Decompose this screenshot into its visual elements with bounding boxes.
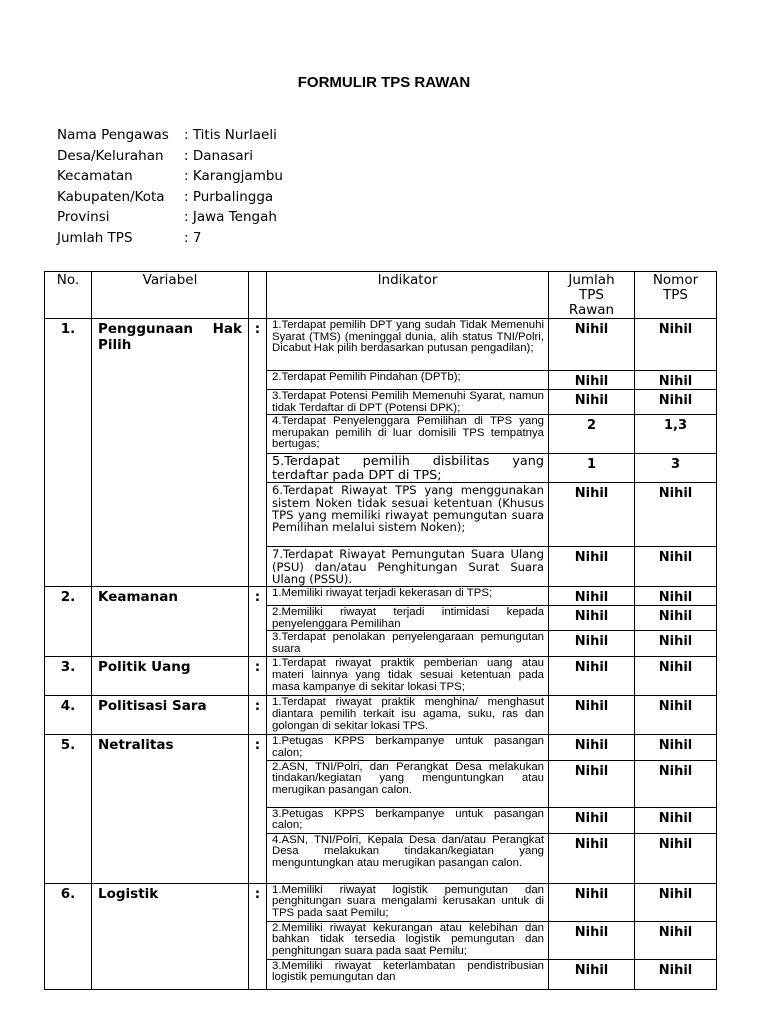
header-no: No.: [45, 272, 92, 319]
nomor-tps-cell: Nihil: [635, 883, 717, 921]
indikator-cell: 5.Terdapat pemilih disbilitas yang terdaftar pada DPT di TPS;: [267, 454, 549, 483]
table-row: [45, 735, 717, 760]
info-row-desa: [57, 148, 283, 169]
jumlah-tps-rawan-cell: Nihil: [549, 587, 635, 606]
info-value: : Danasari: [184, 147, 253, 164]
indikator-cell: 3.Terdapat penolakan penyelengaraan pemungutan suara: [267, 631, 549, 657]
header-nomor-line: Nomor: [652, 272, 699, 288]
group-number: 4.: [45, 696, 92, 735]
info-row-nama-pengawas: [57, 127, 283, 148]
indikator-cell: 1.Terdapat riwayat praktik menghina/ menghasut diantara pemilih terkait isu agama, suku, ras dan golongan di sekitar lokasi TPS.: [267, 696, 549, 735]
group-variabel: Penggunaan Hak Pilih: [92, 319, 249, 587]
jumlah-tps-rawan-cell: Nihil: [549, 696, 635, 735]
indikator-cell: 2.Terdapat Pemilih Pindahan (DPTb);: [267, 371, 549, 390]
jumlah-tps-rawan-cell: Nihil: [549, 760, 635, 807]
info-value: : Purbalingga: [184, 188, 274, 205]
nomor-tps-cell: Nihil: [635, 833, 717, 883]
indikator-cell: 1.Terdapat pemilih DPT yang sudah Tidak Memenuhi Syarat (TMS) (meninggal dunia, alih status TNI/Polri, Dicabut Hak pilih berdasarkan putusan pengadilan);: [267, 319, 549, 371]
table-header-row: [45, 272, 717, 319]
indikator-cell: 6.Terdapat Riwayat TPS yang menggunakan sistem Noken tidak sesuai ketentuan (Khusus TPS yang memiliki riwayat pemungutan suara Pemilihan melalui sistem Noken);: [267, 483, 549, 547]
jumlah-tps-rawan-cell: Nihil: [549, 547, 635, 587]
info-label: Nama Pengawas: [57, 127, 169, 143]
group-colon: :: [249, 657, 267, 696]
table-row: [45, 587, 717, 606]
nomor-tps-cell: Nihil: [635, 735, 717, 760]
jumlah-tps-rawan-cell: Nihil: [549, 483, 635, 547]
group-number: 3.: [45, 657, 92, 696]
jumlah-tps-rawan-cell: Nihil: [549, 883, 635, 921]
indikator-cell: 1.Memiliki riwayat logistik pemungutan dan penghitungan suara mengalami kerusakan untuk di TPS pada saat Pemilu;: [267, 883, 549, 921]
info-label: Desa/Kelurahan: [57, 147, 164, 164]
table-body: [45, 319, 717, 990]
table-row: [45, 883, 717, 921]
info-row-provinsi: [57, 209, 283, 230]
group-number: 5.: [45, 735, 92, 883]
indikator-cell: 2.Memiliki riwayat terjadi intimidasi kepada penyelenggara Pemilihan: [267, 606, 549, 631]
jumlah-tps-rawan-cell: Nihil: [549, 390, 635, 415]
group-colon: :: [249, 319, 267, 587]
form-title: FORMULIR TPS RAWAN: [297, 74, 471, 91]
nomor-tps-cell: Nihil: [635, 587, 717, 606]
tps-rawan-table: [44, 271, 717, 990]
indikator-cell: 2.ASN, TNI/Polri, dan Perangkat Desa melakukan tindakan/kegiatan yang menguntungkan atau merugikan pasangan calon.: [267, 760, 549, 807]
indikator-cell: 7.Terdapat Riwayat Pemungutan Suara Ulang (PSU) dan/atau Penghitungan Surat Suara Ulang (PSSU).: [267, 547, 549, 587]
jumlah-tps-rawan-cell: Nihil: [549, 921, 635, 959]
jumlah-tps-rawan-cell: Nihil: [549, 631, 635, 657]
nomor-tps-cell: Nihil: [635, 921, 717, 959]
group-variabel: Logistik: [92, 883, 249, 989]
info-label: Kecamatan: [57, 168, 133, 184]
info-row-kabupaten: [57, 189, 283, 210]
nomor-tps-cell: Nihil: [635, 959, 717, 989]
nomor-tps-cell: Nihil: [635, 483, 717, 547]
nomor-tps-cell: Nihil: [635, 606, 717, 631]
indikator-cell: 1.Terdapat riwayat praktik pemberian uang atau materi lainnya yang tidak sesuai ketentuan pada masa kampanye di sekitar lokasi TPS;: [267, 657, 549, 696]
info-label: Kabupaten/Kota: [57, 188, 165, 205]
info-section: [57, 127, 283, 250]
group-colon: :: [249, 696, 267, 735]
group-variabel: Politik Uang: [92, 657, 249, 696]
nomor-tps-cell: Nihil: [635, 696, 717, 735]
indikator-cell: 3.Petugas KPPS berkampanye untuk pasangan calon;: [267, 807, 549, 833]
nomor-tps-cell: Nihil: [635, 807, 717, 833]
header-nomor-line: TPS: [663, 287, 688, 303]
jumlah-tps-rawan-cell: Nihil: [549, 807, 635, 833]
table-row: [45, 319, 717, 371]
group-number: 6.: [45, 883, 92, 989]
group-colon: :: [249, 587, 267, 657]
header-jumlah-line: Rawan: [568, 302, 615, 318]
nomor-tps-cell: 1,3: [635, 415, 717, 454]
info-row-kecamatan: [57, 168, 283, 189]
nomor-tps-cell: Nihil: [635, 390, 717, 415]
jumlah-tps-rawan-cell: Nihil: [549, 833, 635, 883]
indikator-cell: 1.Memiliki riwayat terjadi kekerasan di TPS;: [267, 587, 549, 606]
header-jumlah-line: Jumlah: [568, 272, 615, 288]
jumlah-tps-rawan-cell: Nihil: [549, 657, 635, 696]
header-jumlah-line: TPS: [579, 287, 604, 303]
nomor-tps-cell: Nihil: [635, 319, 717, 371]
info-value: : Jawa Tengah: [184, 209, 277, 225]
group-colon: :: [249, 883, 267, 989]
indikator-cell: 3.Memiliki riwayat keterlambatan pendistribusian logistik pemungutan dan: [267, 959, 549, 989]
nomor-tps-cell: Nihil: [635, 371, 717, 390]
info-label: Jumlah TPS: [57, 229, 133, 246]
jumlah-tps-rawan-cell: Nihil: [549, 371, 635, 390]
group-number: 1.: [45, 319, 92, 587]
jumlah-tps-rawan-cell: Nihil: [549, 735, 635, 760]
nomor-tps-cell: Nihil: [635, 547, 717, 587]
group-variabel: Politisasi Sara: [92, 696, 249, 735]
info-value: : 7: [184, 229, 202, 246]
jumlah-tps-rawan-cell: Nihil: [549, 959, 635, 989]
nomor-tps-cell: 3: [635, 454, 717, 483]
jumlah-tps-rawan-cell: Nihil: [549, 319, 635, 371]
indikator-cell: 2.Memiliki riwayat kekurangan atau kelebihan dan bahkan tidak tersedia logistik pemungutan dan penghitungan suara pada saat Pemilu;: [267, 921, 549, 959]
header-nomor-tps: [635, 272, 717, 319]
nomor-tps-cell: Nihil: [635, 760, 717, 807]
group-number: 2.: [45, 587, 92, 657]
jumlah-tps-rawan-cell: 2: [549, 415, 635, 454]
info-row-jumlah-tps: [57, 230, 283, 251]
header-colon-spacer: [249, 272, 267, 319]
header-jumlah-tps-rawan: [549, 272, 635, 319]
nomor-tps-cell: Nihil: [635, 657, 717, 696]
info-label: Provinsi: [57, 209, 110, 225]
indikator-cell: 3.Terdapat Potensi Pemilih Memenuhi Syarat, namun tidak Terdaftar di DPT (Potensi DPK);: [267, 390, 549, 415]
group-colon: :: [249, 735, 267, 883]
group-variabel: Keamanan: [92, 587, 249, 657]
header-indikator: Indikator: [267, 272, 549, 319]
indikator-cell: 4.ASN, TNI/Polri, Kepala Desa dan/atau Perangkat Desa melakukan tindakan/kegiatan yang menguntungkan atau merugikan pasangan calon.: [267, 833, 549, 883]
jumlah-tps-rawan-cell: Nihil: [549, 606, 635, 631]
jumlah-tps-rawan-cell: 1: [549, 454, 635, 483]
header-variabel: Variabel: [92, 272, 249, 319]
group-variabel: Netralitas: [92, 735, 249, 883]
nomor-tps-cell: Nihil: [635, 631, 717, 657]
indikator-cell: 1.Petugas KPPS berkampanye untuk pasangan calon;: [267, 735, 549, 760]
table-row: [45, 657, 717, 696]
info-value: : Karangjambu: [184, 168, 283, 184]
indikator-cell: 4.Terdapat Penyelenggara Pemilihan di TPS yang merupakan pemilih di luar domisili TPS tempatnya bertugas;: [267, 415, 549, 454]
table-row: [45, 696, 717, 735]
info-value: : Titis Nurlaeli: [184, 127, 277, 143]
